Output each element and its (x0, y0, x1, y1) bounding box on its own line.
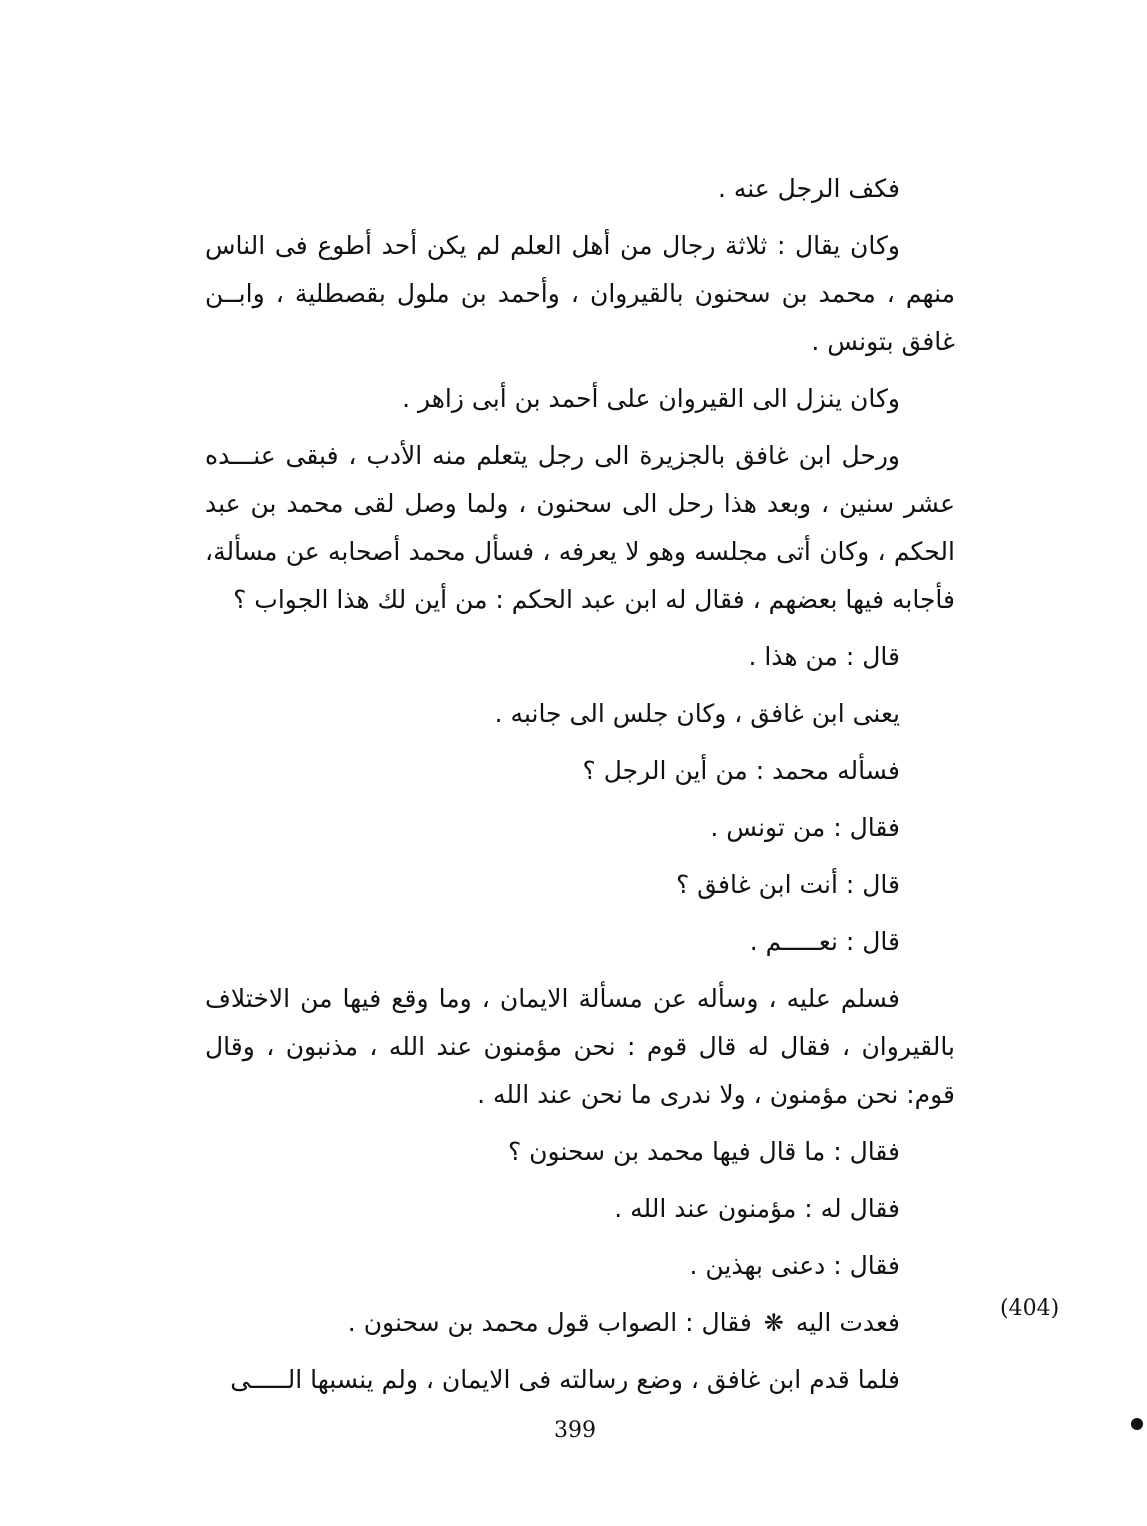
paragraph-3: وكان ينزل الى القيروان على أحمد بن أبى زاهر . (402, 384, 900, 413)
paragraph-4: ورحل ابن غافق بالجزيرة الى رجل يتعلم منه الأدب ، فبقى عنـــده عشر سنين ، وبعد هذا رحل الى سحنون ، ولما وصل لقى محمد بن عبد الحكم ، وكان أتى مجلسه وهو لا يعرفه ، فسأل محمد أصحابه عن مسألة، فأجابه فيها بعضهم ، فقال له ابن عبد الحكم : من أين لك هذا الجواب ؟ (205, 441, 955, 614)
paragraph-15 (205, 1299, 955, 1347)
paragraph-8: فقال : من تونس . (710, 813, 900, 842)
paragraph-7: فسأله محمد : من أين الرجل ؟ (582, 756, 900, 785)
paragraph-1: فكف الرجل عنه . (717, 174, 900, 203)
paragraph-10: قال : نعـــــم . (749, 927, 900, 956)
paragraph-2: وكان يقال : ثلاثة رجال من أهل العلم لم يكن أحد أطوع فى الناس منهم ، محمد بن سحنون بالقيروان ، وأحمد بن ملول بقصطلية ، وابــن غافق بتونس . (205, 231, 955, 356)
paragraph-5: قال : من هذا . (748, 642, 900, 671)
paragraph-15-after: فقال : الصواب قول محمد بن سحنون . (347, 1308, 752, 1337)
margin-reference: (404) (1000, 1296, 1060, 1321)
paragraph-6: يعنى ابن غافق ، وكان جلس الى جانبه . (494, 699, 900, 728)
paragraph-11: فسلم عليه ، وسأله عن مسألة الايمان ، وما وقع فيها من الاختلاف بالقيروان ، فقال له قال قوم : نحن مؤمنون عند الله ، مذنبون ، وقال قوم: نحن مؤمنون ، ولا ندرى ما نحن عند الله . (205, 984, 955, 1109)
paragraph-15-before: فعدت اليه (795, 1308, 900, 1337)
page-number: 399 (554, 1418, 596, 1443)
paragraph-14: فقال : دعنى بهذين . (689, 1251, 900, 1280)
body-text (205, 165, 955, 1413)
paragraph-9: قال : أنت ابن غافق ؟ (675, 870, 900, 899)
paragraph-13: فقال له : مؤمنون عند الله . (614, 1194, 900, 1223)
edge-dot-icon (1131, 1418, 1143, 1430)
paragraph-12: فقال : ما قال فيها محمد بن سحنون ؟ (507, 1137, 900, 1166)
paragraph-16: فلما قدم ابن غافق ، وضع رسالته فى الايمان ، ولم ينسبها الـــــى (230, 1365, 900, 1394)
star-ornament-icon: ❋ (763, 1309, 784, 1337)
